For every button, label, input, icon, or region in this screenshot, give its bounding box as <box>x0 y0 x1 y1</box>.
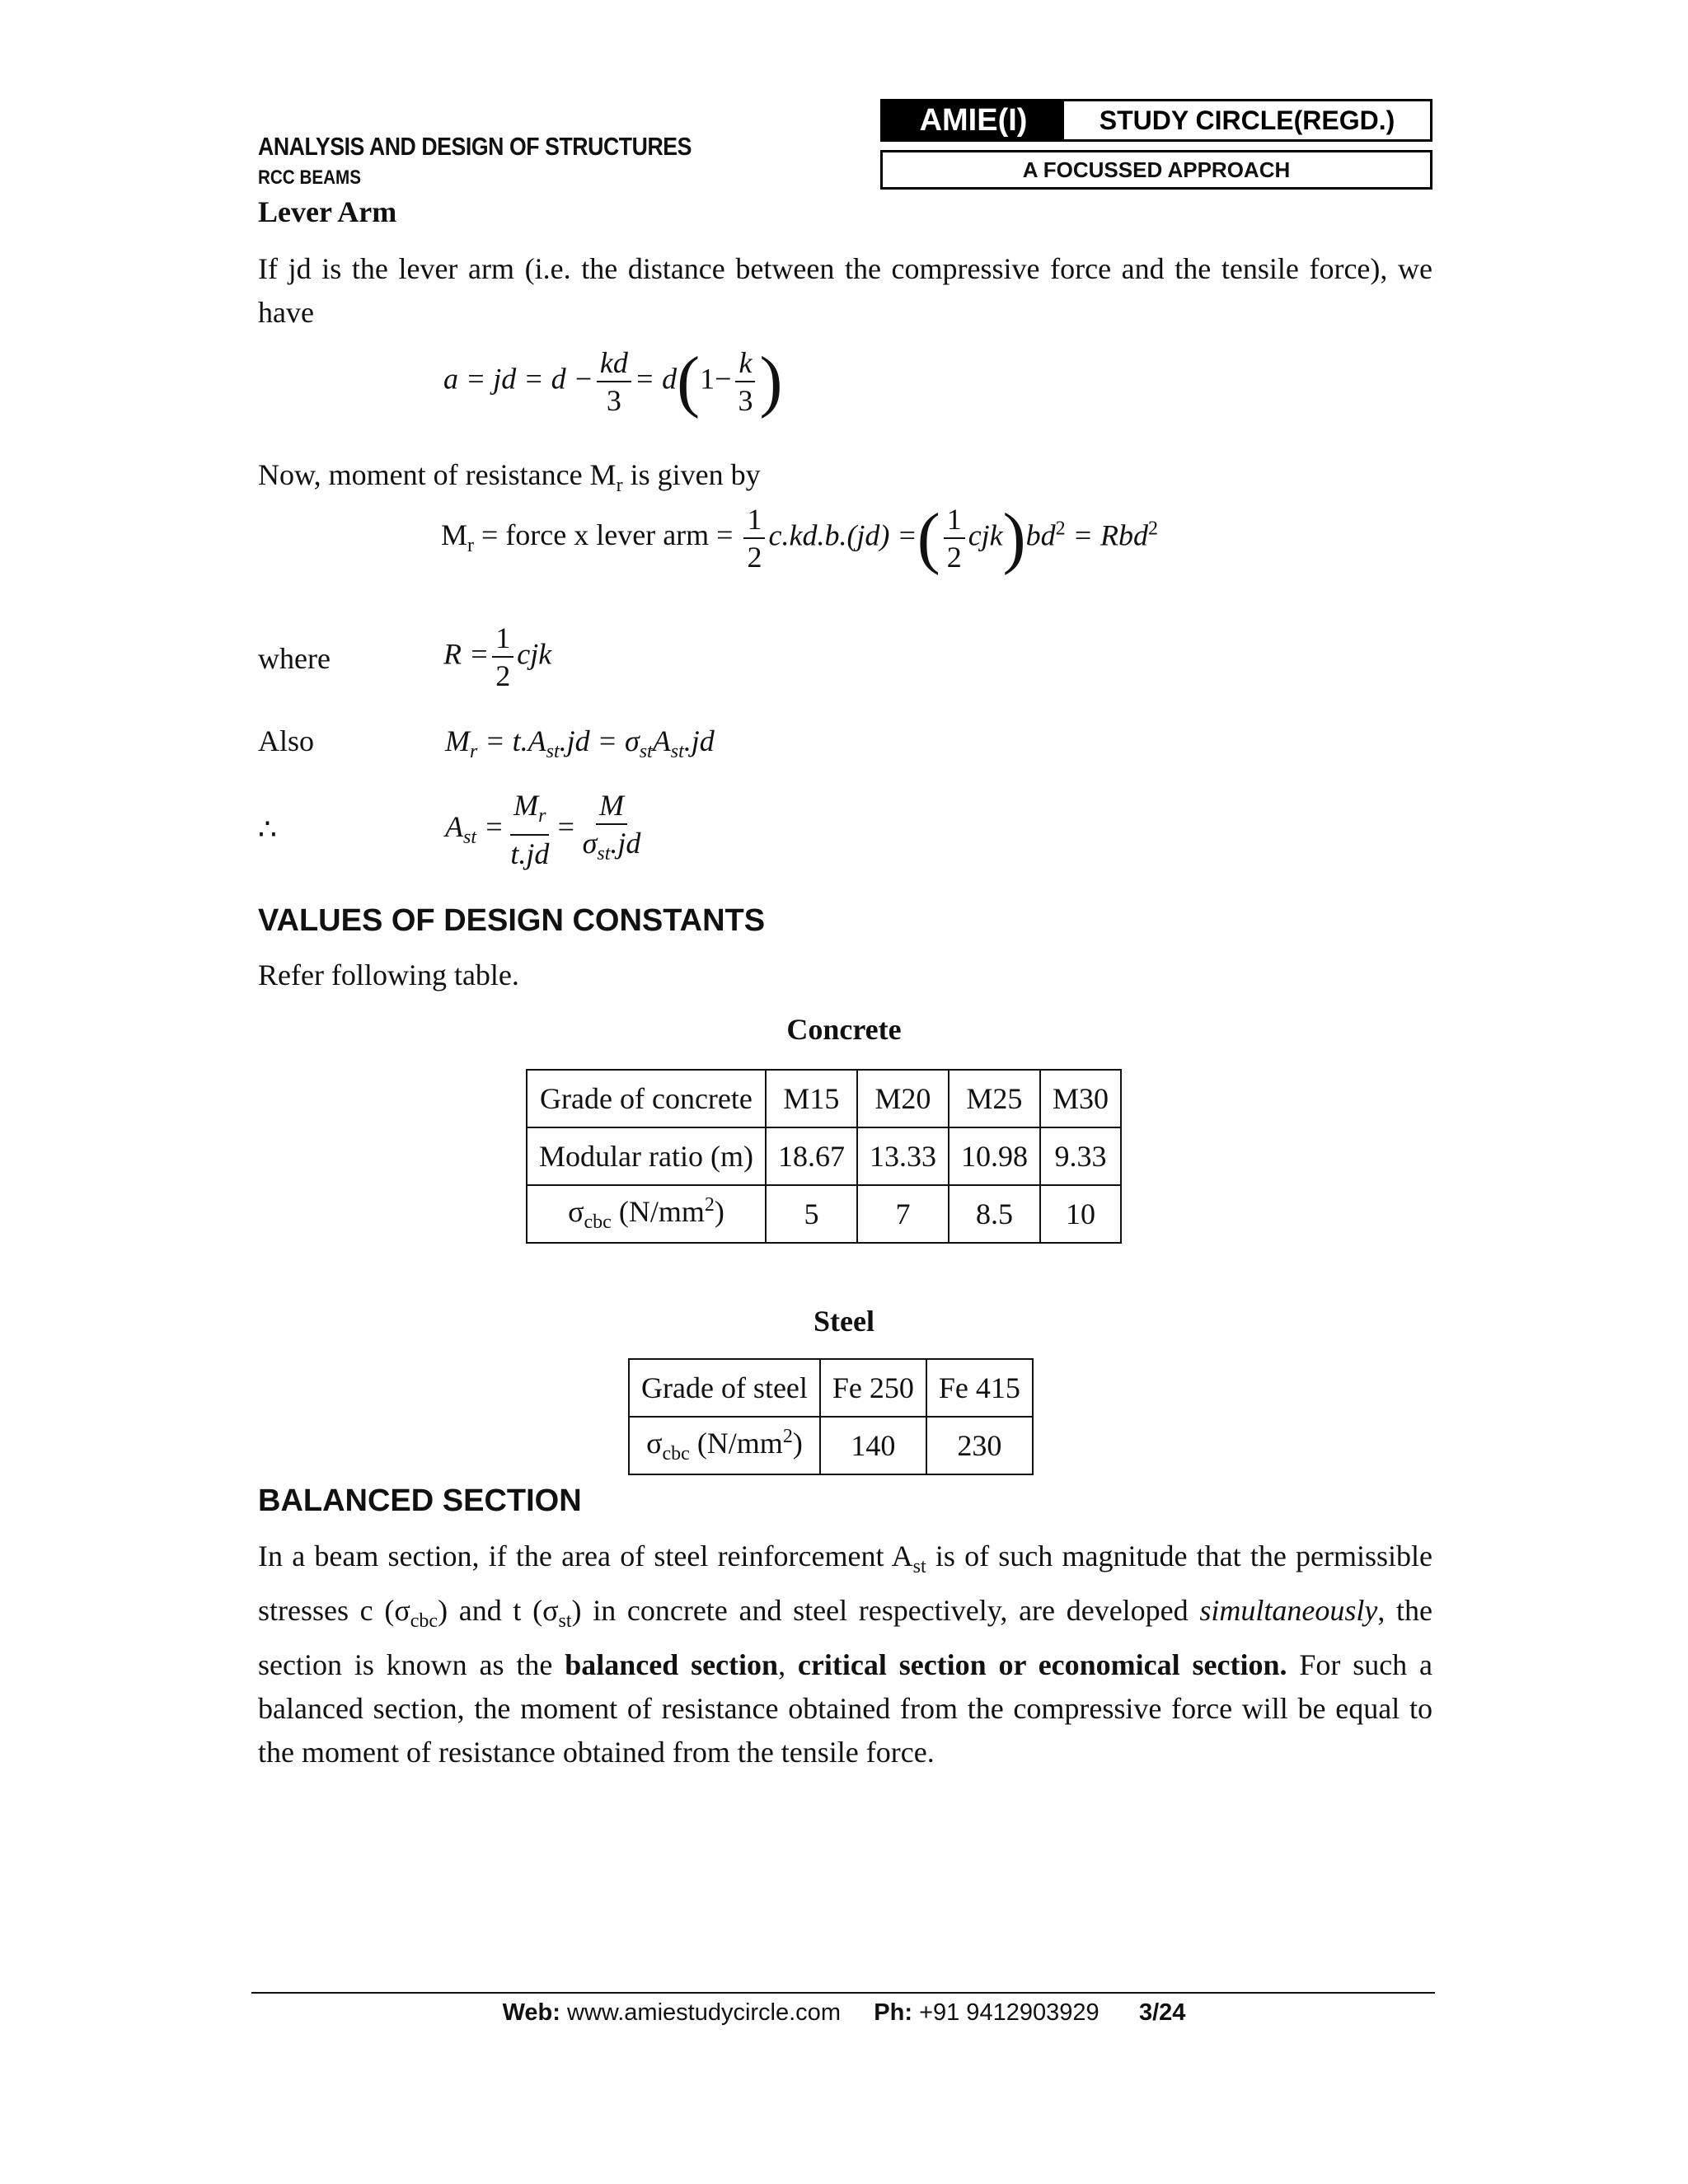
table-cell: 9.33 <box>1040 1127 1121 1185</box>
brand-study-circle: STUDY CIRCLE(REGD.) <box>1099 105 1395 135</box>
equation-ast: $A_{st}$ = $\frac{M_r}{t.jd}$ = $\frac{M}{\sigma_{st}.jd}$ <box>445 789 641 871</box>
document-title: ANALYSIS AND DESIGN OF STRUCTURES <box>258 132 692 161</box>
label-therefore: ∴ <box>258 813 277 846</box>
table-cell: 7 <box>857 1185 949 1243</box>
moment-intro: Now, moment of resistance $M_r$ is given by <box>258 458 761 497</box>
table-cell: M20 <box>857 1070 949 1127</box>
table-cell: $\sigma_{cbc}$ $(N/mm^2)$ <box>629 1417 820 1474</box>
table-cell: Fe 415 <box>926 1359 1033 1417</box>
concrete-table <box>526 1069 1122 1244</box>
label-where: where <box>258 642 331 675</box>
label-also: Also <box>258 724 315 757</box>
concrete-caption: Concrete <box>786 1013 902 1046</box>
table-cell: 230 <box>926 1417 1033 1474</box>
equation-moment-resistance: $M_r$ = force x lever arm = $\frac{1}{2}$ c.kd.b.(jd) =( $\frac{1}{2}$ $cjk)bd^2 = Rbd^2$ <box>441 499 1158 576</box>
footer-phone: +91 9412903929 <box>919 1999 1100 2026</box>
equation-lever-arm: a = jd = d − $\frac{kd}{3}$ = d(1− $\frac{k}{3}$ ) <box>443 343 783 419</box>
brand-amie: AMIE(I) <box>883 101 1064 139</box>
table-cell: M25 <box>949 1070 1040 1127</box>
lever-arm-paragraph: If jd is the lever arm (i.e. the distance between the compressive force and the tensile force), we have <box>258 252 1432 329</box>
equation-mr-tension: $M_r = t.A_{st}.jd = \sigma_{st}A_{st}.jd$ <box>445 724 715 763</box>
table-row <box>629 1359 1033 1417</box>
design-constants-heading: VALUES OF DESIGN CONSTANTS <box>258 903 766 938</box>
table-cell: 140 <box>820 1417 926 1474</box>
table-cell: 10.98 <box>949 1127 1040 1185</box>
table-cell: M15 <box>766 1070 857 1127</box>
brand-box <box>880 99 1432 142</box>
balanced-section-paragraph: In a beam section, if the area of steel reinforcement $A_{st}$ is of such magnitude that the permissible stresses c $(\sigma_{cbc})$ and t $(\sigma_{st})$ in concrete and steel respectively, are developed simultaneously, the section is known as the balanced section, critical section or economical section. For such a balanced section, the moment of resistance obtained from the compressive force will be equal to the moment of resistance obtained from the tensile force. <box>258 1540 1433 1769</box>
table-cell: Fe 250 <box>820 1359 926 1417</box>
table-cell: 10 <box>1040 1185 1121 1243</box>
footer-divider <box>251 1992 1435 1994</box>
design-constants-intro: Refer following table. <box>258 958 519 991</box>
footer: Web: www.amiestudycircle.com Ph: +91 9412903929 3/24 <box>502 1999 1186 2026</box>
table-cell: 18.67 <box>766 1127 857 1185</box>
equation-r: R = $\frac{1}{2}$ cjk <box>443 621 552 692</box>
table-row <box>527 1185 1121 1243</box>
footer-website[interactable]: www.amiestudycircle.com <box>567 1999 841 2026</box>
document-subtitle: RCC BEAMS <box>258 166 361 189</box>
table-row <box>527 1070 1121 1127</box>
balanced-section-heading: BALANCED SECTION <box>258 1483 582 1518</box>
brand-tagline: A FOCUSSED APPROACH <box>880 150 1432 190</box>
steel-caption: Steel <box>814 1305 874 1338</box>
table-row <box>629 1417 1033 1474</box>
table-cell: 13.33 <box>857 1127 949 1185</box>
steel-table <box>628 1358 1034 1475</box>
table-cell: 5 <box>766 1185 857 1243</box>
table-cell: $\sigma_{cbc}$ $(N/mm^2)$ <box>527 1185 766 1243</box>
table-cell: Grade of concrete <box>527 1070 766 1127</box>
table-cell: M30 <box>1040 1070 1121 1127</box>
table-cell: Modular ratio (m) <box>527 1127 766 1185</box>
table-row <box>527 1127 1121 1185</box>
page-number: 3/24 <box>1138 1999 1186 2026</box>
lever-arm-heading: Lever Arm <box>258 195 397 228</box>
table-cell: 8.5 <box>949 1185 1040 1243</box>
table-cell: Grade of steel <box>629 1359 820 1417</box>
